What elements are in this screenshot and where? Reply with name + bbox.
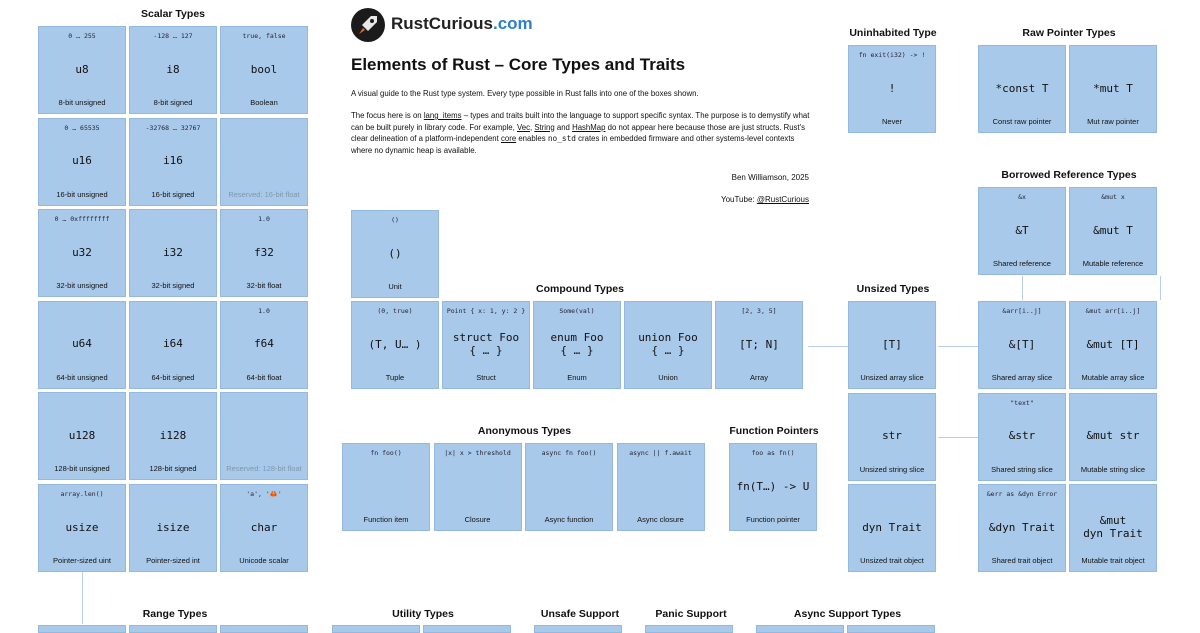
type-description: Unsized trait object [860, 556, 924, 565]
section-unsized-title: Unsized Types [856, 283, 930, 295]
type-name: *const T [995, 81, 1049, 95]
type-name: &mut [T] [1086, 337, 1140, 351]
type-name: () [388, 246, 402, 260]
type-example: fn exit(i32) -> ! [858, 51, 926, 59]
section-utility-title: Utility Types [392, 608, 454, 620]
type-tile[interactable] [978, 393, 1066, 481]
type-name: u128 [68, 429, 96, 443]
type-tile[interactable] [1069, 187, 1157, 275]
type-name: &dyn Trait [988, 520, 1056, 534]
connector-line [938, 346, 978, 347]
type-example: async || f.await [629, 449, 692, 457]
type-description: Boolean [250, 98, 278, 107]
type-name: &mut str [1086, 429, 1140, 443]
type-tile[interactable] [38, 26, 126, 114]
type-example: 0 … 65535 [64, 123, 100, 132]
type-name: f64 [254, 337, 274, 351]
section-borrowed-title: Borrowed Reference Types [1001, 169, 1137, 181]
type-tile[interactable] [220, 484, 308, 572]
section-compound-title: Compound Types [536, 283, 624, 295]
section-panic-title: Panic Support [655, 608, 727, 620]
connector-line [938, 437, 978, 438]
type-name: [T; N] [739, 337, 779, 351]
connector-line [82, 572, 83, 624]
type-example: 0 … 255 [68, 32, 96, 40]
type-description: Struct [476, 373, 496, 382]
type-description: Unicode scalar [239, 556, 289, 565]
section-scalar-title: Scalar Types [140, 8, 205, 20]
type-description: Mutable array slice [1081, 373, 1145, 382]
type-description: 32-bit unsigned [56, 281, 108, 291]
type-example: |x| x > threshold [444, 449, 511, 457]
type-example: foo as fn() [751, 449, 795, 457]
youtube-link[interactable]: @RustCurious [756, 195, 809, 204]
type-tile[interactable] [129, 392, 217, 480]
type-name: (T, U… ) [368, 337, 422, 351]
type-description: 32-bit float [246, 281, 282, 291]
type-name: u8 [75, 62, 89, 76]
type-name: ! [888, 81, 896, 95]
type-name: [T] [882, 337, 902, 351]
type-tile[interactable] [848, 45, 936, 133]
type-example: &mut x [1101, 193, 1125, 201]
type-name: i64 [163, 337, 183, 351]
section-async-title: Async Support Types [793, 608, 902, 620]
type-description: Async function [544, 515, 594, 524]
type-example: Point { x: 1, y: 2 } [446, 307, 526, 315]
type-tile[interactable] [129, 209, 217, 297]
type-name: struct Foo { … } [452, 331, 520, 357]
type-description: 128-bit unsigned [54, 464, 110, 474]
brand-name[interactable] [391, 14, 533, 34]
type-tile[interactable] [1069, 484, 1157, 572]
partial-type-tile [423, 625, 511, 633]
type-name: bool [250, 62, 278, 76]
type-name: dyn Trait [862, 520, 922, 534]
type-name: &T [1015, 223, 1029, 237]
type-tile[interactable] [978, 45, 1066, 133]
type-tile[interactable] [38, 118, 126, 206]
type-name: str [882, 429, 902, 443]
type-description: Async closure [637, 515, 684, 524]
author-line: Ben Williamson, 2025 [731, 173, 809, 182]
type-description: Reserved: 16-bit float [228, 189, 300, 199]
type-tile[interactable] [220, 118, 308, 206]
type-description: 32-bit signed [151, 281, 195, 291]
body-text: The focus here is on [351, 111, 424, 120]
type-name: char [250, 520, 278, 534]
type-name: f32 [254, 245, 274, 259]
lang-items-link[interactable]: lang_items [423, 111, 462, 120]
type-description: Unsized array slice [860, 373, 924, 382]
hashmap-link[interactable]: HashMap [572, 122, 606, 132]
string-link[interactable]: String [534, 122, 555, 132]
type-tile[interactable] [38, 392, 126, 480]
type-description: Closure [464, 515, 491, 524]
type-example: &mut arr[i..j] [1085, 307, 1141, 315]
type-tile[interactable] [978, 187, 1066, 275]
partial-type-tile [332, 625, 420, 633]
type-name: i16 [163, 154, 183, 168]
type-example: array.len() [60, 490, 104, 498]
youtube-label: YouTube: [720, 195, 757, 204]
type-tile[interactable] [525, 443, 613, 531]
type-name: fn(T…) -> U [736, 479, 810, 493]
connector-line [808, 346, 848, 347]
type-example: (0, true) [377, 307, 413, 315]
type-example: async fn foo() [541, 449, 597, 457]
type-tile[interactable] [38, 301, 126, 389]
type-example: 1.0 [258, 215, 270, 224]
type-description: Const raw pointer [992, 117, 1052, 126]
type-name: u64 [72, 337, 92, 351]
type-name: i8 [166, 62, 180, 76]
body-text: and [554, 122, 573, 132]
type-tile[interactable] [729, 443, 817, 531]
type-tile[interactable] [1069, 301, 1157, 389]
type-name: *mut T [1093, 81, 1133, 95]
type-name: &mut dyn Trait [1083, 514, 1143, 540]
type-name: i32 [163, 245, 183, 259]
partial-type-tile [534, 625, 622, 633]
body-text: do not appear here because those are just structs. Rust's clear delineation of a platform-independent [351, 122, 805, 143]
type-example: &arr[i..j] [1002, 307, 1042, 315]
type-tile[interactable] [848, 484, 936, 572]
partial-type-tile [129, 625, 217, 633]
rustcurious-logo[interactable] [351, 8, 385, 42]
section-raw-pointer-title: Raw Pointer Types [1022, 27, 1116, 39]
type-tile[interactable] [220, 26, 308, 114]
type-description: Unsized string slice [859, 464, 925, 474]
no-std-code: no_std [547, 134, 576, 143]
vec-link[interactable]: Vec [516, 122, 530, 132]
core-link[interactable]: core [500, 134, 517, 143]
type-tile[interactable] [848, 393, 936, 481]
type-description: Unit [388, 282, 402, 291]
brand-text: RustCurious [391, 14, 493, 33]
page-title: Elements of Rust – Core Types and Traits [351, 55, 686, 74]
type-name: enum Foo { … } [550, 331, 604, 357]
type-tile[interactable] [129, 26, 217, 114]
type-tile[interactable] [220, 301, 308, 389]
type-name: &[T] [1008, 337, 1036, 351]
section-unsafe-title: Unsafe Support [540, 608, 620, 620]
type-description: Array [750, 373, 768, 382]
type-description: Tuple [385, 373, 405, 382]
type-name: u16 [72, 154, 92, 168]
type-description: Function item [363, 515, 409, 524]
type-tile[interactable] [129, 301, 217, 389]
type-tile[interactable] [624, 301, 712, 389]
type-name: u32 [72, 245, 92, 259]
partial-type-tile [220, 625, 308, 633]
type-name: i128 [159, 429, 187, 443]
type-tile[interactable] [38, 209, 126, 297]
type-description: 16-bit unsigned [56, 189, 108, 199]
type-description: Reserved: 128-bit float [226, 464, 302, 474]
type-example: 1.0 [258, 306, 270, 315]
type-description: Shared reference [993, 259, 1051, 268]
type-description: Never [881, 117, 902, 126]
type-tile[interactable] [617, 443, 705, 531]
type-name: union Foo { … } [638, 331, 698, 357]
type-description: Mutable string slice [1080, 464, 1146, 474]
type-tile[interactable] [342, 443, 430, 531]
rocket-icon [351, 8, 385, 42]
type-name: usize [65, 520, 99, 534]
type-description: Enum [567, 373, 587, 382]
type-example: -32768 … 32767 [145, 123, 201, 132]
type-tile[interactable] [1069, 45, 1157, 133]
type-description: Mut raw pointer [1087, 117, 1139, 126]
type-name: &str [1008, 429, 1036, 443]
type-description: Pointer-sized int [146, 556, 200, 565]
type-description: Pointer-sized uint [53, 556, 111, 565]
type-tile[interactable] [848, 301, 936, 389]
type-example: &x [1018, 193, 1026, 201]
type-description: 64-bit unsigned [56, 372, 108, 382]
type-tile[interactable] [434, 443, 522, 531]
type-tile[interactable] [220, 392, 308, 480]
type-example: true, false [242, 32, 286, 40]
section-function-pointers-title: Function Pointers [729, 425, 819, 437]
type-tile[interactable] [38, 484, 126, 572]
type-example: () [391, 216, 399, 224]
type-description: 16-bit signed [151, 189, 195, 199]
type-description: Shared array slice [991, 373, 1053, 382]
body-text: – types and traits built into the language to support specific syntax. The purpose is to demystify what can be built purely in library code. For example, [351, 111, 810, 132]
type-description: 64-bit signed [151, 372, 195, 382]
type-tile[interactable] [978, 484, 1066, 572]
type-description: Union [658, 373, 678, 382]
body-text: enables [516, 134, 548, 143]
type-description: Shared trait object [991, 556, 1053, 565]
type-description: Mutable trait object [1081, 556, 1145, 565]
type-tile[interactable] [129, 118, 217, 206]
type-description: Mutable reference [1082, 259, 1144, 268]
body-text: crates in embedded firmware and other systems-level contexts where no dynamic heap is available. [351, 134, 795, 155]
type-description: 128-bit signed [149, 464, 197, 474]
youtube-line [560, 195, 809, 204]
type-tile[interactable] [220, 209, 308, 297]
type-tile[interactable] [978, 301, 1066, 389]
partial-type-tile [847, 625, 935, 633]
type-example: fn foo() [370, 449, 402, 457]
type-tile[interactable] [1069, 393, 1157, 481]
type-example: "text" [1010, 398, 1034, 407]
connector-line [1160, 276, 1161, 300]
type-example: 'a', '🦀' [246, 490, 282, 498]
intro-text: A visual guide to the Rust type system. Every type possible in Rust falls into one of the boxes shown. [351, 89, 699, 98]
type-example: Some(val) [559, 307, 595, 315]
type-description: Function pointer [746, 515, 800, 524]
partial-type-tile [645, 625, 733, 633]
type-tile[interactable] [351, 301, 439, 389]
type-description: 8-bit signed [153, 98, 193, 107]
type-tile[interactable] [129, 484, 217, 572]
connector-line [1022, 276, 1023, 300]
type-example: -128 … 127 [153, 32, 193, 40]
type-tile[interactable] [533, 301, 621, 389]
type-name: isize [156, 520, 190, 534]
type-tile[interactable] [442, 301, 530, 389]
type-description: 64-bit float [246, 372, 282, 382]
type-example: [2, 3, 5] [741, 307, 777, 315]
type-description: 8-bit unsigned [58, 98, 106, 107]
section-range-title: Range Types [142, 608, 208, 620]
body-paragraph [351, 110, 811, 156]
section-uninhabited-title: Uninhabited Type [849, 27, 937, 39]
type-example: &err as &dyn Error [986, 490, 1058, 498]
type-example: 0 … 0xffffffff [54, 215, 110, 224]
section-anonymous-title: Anonymous Types [477, 425, 572, 437]
type-tile[interactable] [715, 301, 803, 389]
type-name: &mut T [1093, 223, 1133, 237]
type-description: Shared string slice [991, 464, 1053, 474]
brand-suffix: .com [493, 14, 533, 33]
body-text: , [530, 122, 535, 132]
partial-type-tile [38, 625, 126, 633]
partial-type-tile [756, 625, 844, 633]
